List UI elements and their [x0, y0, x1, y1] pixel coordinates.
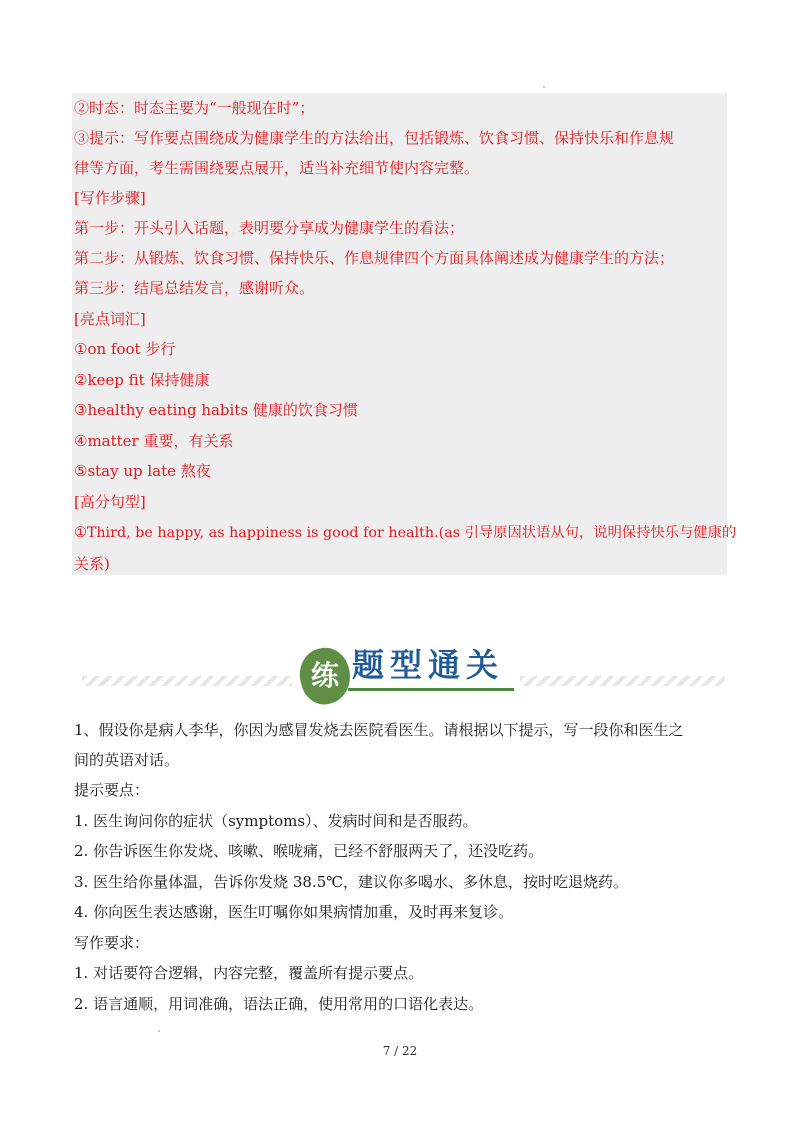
section-heading: [高分句型] [74, 493, 146, 511]
tip-line: ③提示：写作要点围绕成为健康学生的方法给出，包括锻炼、饮食习惯、保持快乐和作息规 [74, 129, 675, 147]
tip-line: 律等方面，考生需围绕要点展开，适当补充细节使内容完整。 [74, 159, 480, 177]
exercise-point: 2. 你告诉医生你发烧、咳嗽、喉咙痛，已经不舒服两天了，还没吃药。 [74, 842, 544, 860]
decorative-dot [543, 86, 545, 88]
badge-char: 练 [310, 659, 339, 692]
section-banner [72, 628, 727, 708]
title-underline [348, 688, 514, 691]
banner-stripe-right [520, 676, 725, 686]
banner-stripe-left [82, 676, 292, 686]
page-number: 7 / 22 [382, 1044, 418, 1058]
exercise-prompt: 间的英语对话。 [74, 751, 180, 769]
vocab-item: ①on foot 步行 [74, 340, 176, 358]
exercise-prompt: 1、假设你是病人李华，你因为感冒发烧去医院看医生。请根据以下提示，写一段你和医生之 [74, 721, 684, 739]
exercise-heading: 提示要点： [74, 781, 150, 799]
tip-line: ②时态：时态主要为“一般现在时”； [74, 99, 315, 117]
vocab-item: ②keep fit 保持健康 [74, 371, 210, 389]
banner-title: 题型通关 [352, 646, 505, 684]
exercise-point: 4. 你向医生表达感谢，医生叮嘱你如果病情加重，及时再来复诊。 [74, 903, 514, 921]
decorative-dot [158, 1030, 160, 1032]
sentence-pattern: ①Third, be happy, as happiness is good for health.(as 引导原因状语从句，说明保持快乐与健康的 [74, 525, 737, 541]
tip-line: 第一步：开头引入话题，表明要分享成为健康学生的看法； [74, 219, 465, 237]
exercise-point: 3. 医生给你量体温，告诉你发烧 38.5℃，建议你多喝水、多休息，按时吃退烧药。 [74, 873, 629, 891]
exercise-requirement: 2. 语言通顺，用词准确，语法正确，使用常用的口语化表达。 [74, 995, 484, 1013]
vocab-item: ③healthy eating habits 健康的饮食习惯 [74, 401, 358, 419]
section-heading: [写作步骤] [74, 189, 146, 207]
exercise-requirement: 1. 对话要符合逻辑，内容完整，覆盖所有提示要点。 [74, 964, 424, 982]
vocab-item: ④matter 重要，有关系 [74, 432, 234, 450]
section-heading: [亮点词汇] [74, 310, 146, 328]
tip-line: 第三步：结尾总结发言，感谢听众。 [74, 279, 315, 297]
vocab-item: ⑤stay up late 熬夜 [74, 462, 211, 480]
exercise-point: 1. 医生询问你的症状（symptoms）、发病时间和是否服药。 [74, 812, 478, 830]
exercise-heading: 写作要求： [74, 934, 150, 952]
tip-line: 第二步：从锻炼、饮食习惯、保持快乐、作息规律四个方面具体阐述成为健康学生的方法； [74, 249, 675, 267]
sentence-pattern: 关系) [74, 555, 110, 573]
